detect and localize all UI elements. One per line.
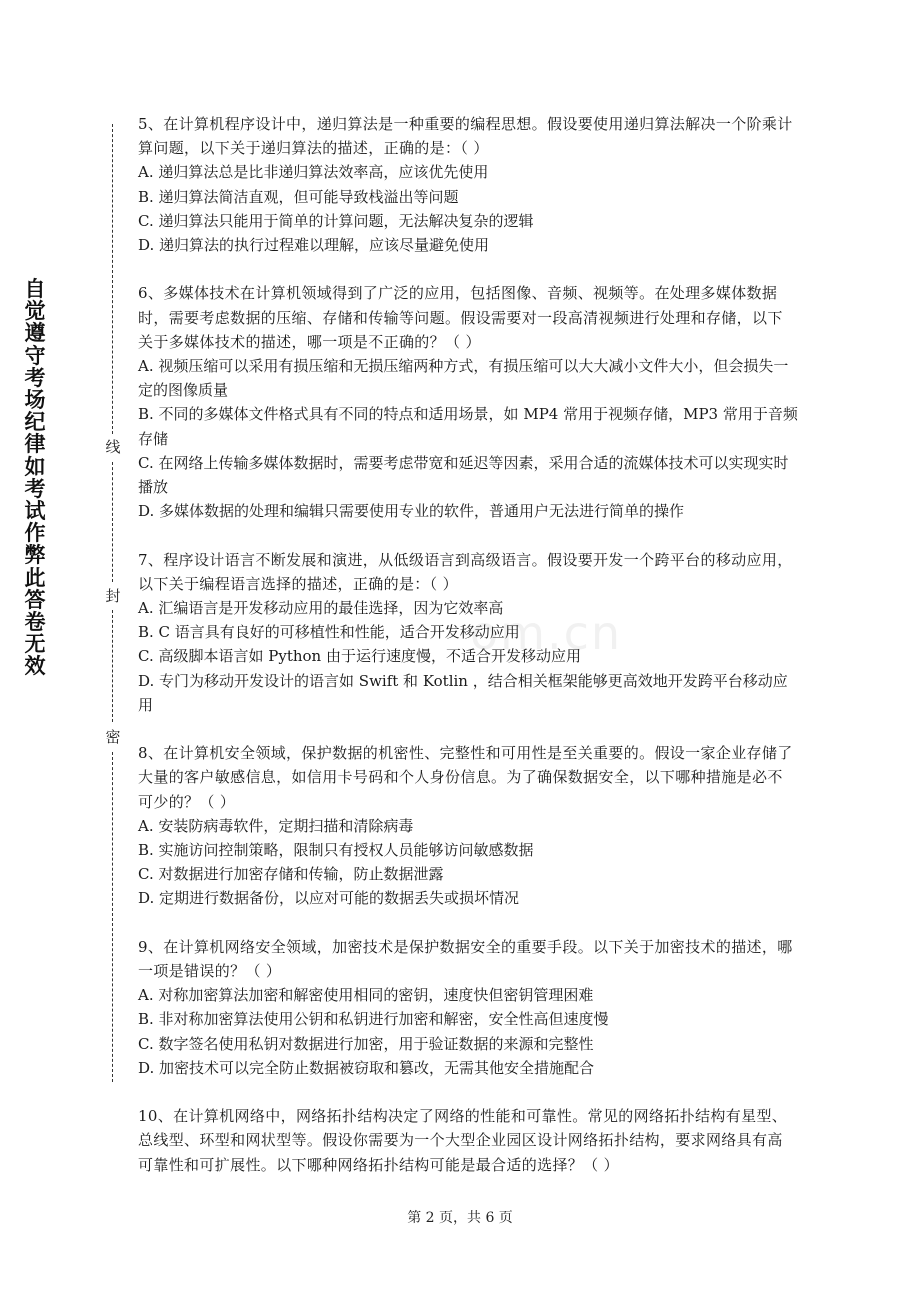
binding-label-xian: 线 <box>105 438 121 456</box>
question-5 <box>138 112 798 257</box>
question-6 <box>138 281 798 523</box>
option-d: D. 加密技术可以完全防止数据被窃取和篡改，无需其他安全措施配合 <box>138 1058 595 1077</box>
option-d: D. 定期进行数据备份，以应对可能的数据丢失或损坏情况 <box>138 889 520 908</box>
question-9 <box>138 935 798 1080</box>
question-stem: 5、在计算机程序设计中，递归算法是一种重要的编程思想。假设要使用递归算法解决一个阶乘计算问题，以下关于递归算法的描述，正确的是：（ ） <box>138 115 793 158</box>
question-8 <box>138 741 798 910</box>
binding-line-segment <box>112 124 113 434</box>
question-list <box>138 112 798 1201</box>
question-stem: 6、多媒体技术在计算机领域得到了广泛的应用，包括图像、音频、视频等。在处理多媒体数据时，需要考虑数据的压缩、存储和传输等问题。假设需要对一段高清视频进行处理和存储，以下关于多媒体技术的描述，哪一项是不正确的？（ ） <box>138 284 783 351</box>
watermark: om.cn <box>470 606 623 660</box>
option-b: B. 不同的多媒体文件格式具有不同的特点和适用场景，如 MP4 常用于视频存储，MP3 常用于音频存储 <box>138 405 798 448</box>
binding-line-segment <box>112 462 113 582</box>
question-stem: 9、在计算机网络安全领域，加密技术是保护数据安全的重要手段。以下关于加密技术的描述，哪一项是错误的？（ ） <box>138 937 793 981</box>
question-stem: 8、在计算机安全领域，保护数据的机密性、完整性和可用性是至关重要的。假设一家企业存储了大量的客户敏感信息，如信用卡号码和个人身份信息。为了确保数据安全，以下哪种措施是必不可少的？（ ） <box>138 744 793 811</box>
option-b: B. 实施访问控制策略，限制只有授权人员能够访问敏感数据 <box>138 841 534 860</box>
option-b: B. 递归算法简洁直观，但可能导致栈溢出等问题 <box>138 187 459 206</box>
option-a: A. 汇编语言是开发移动应用的最佳选择，因为它效率高 <box>138 599 504 618</box>
option-c: C. 在网络上传输多媒体数据时，需要考虑带宽和延迟等因素，采用合适的流媒体技术可以实现实时播放 <box>138 453 789 497</box>
binding-line-segment <box>112 752 113 1082</box>
option-a: A. 递归算法总是比非递归算法效率高，应该优先使用 <box>138 163 489 182</box>
binding-line-segment <box>112 610 113 722</box>
option-d: D. 专门为移动开发设计的语言如 Swift 和 Kotlin ，结合相关框架能够更高效地开发跨平台移动应用 <box>138 671 788 714</box>
option-a: A. 视频压缩可以采用有损压缩和无损压缩两种方式，有损压缩可以大大减小文件大小，但会损失一定的图像质量 <box>138 357 789 400</box>
option-d: D. 递归算法的执行过程难以理解，应该尽量避免使用 <box>138 236 490 255</box>
question-stem: 7、程序设计语言不断发展和演进，从低级语言到高级语言。假设要开发一个跨平台的移动应用，以下关于编程语言选择的描述，正确的是：（ ） <box>138 550 793 593</box>
option-c: C. 高级脚本语言如 Python 由于运行速度慢，不适合开发移动应用 <box>138 647 581 666</box>
option-c: C. 对数据进行加密存储和传输，防止数据泄露 <box>138 865 444 884</box>
option-a: A. 安装防病毒软件，定期扫描和清除病毒 <box>138 816 414 835</box>
option-b: B. 非对称加密算法使用公钥和私钥进行加密和解密，安全性高但速度慢 <box>138 1010 609 1029</box>
question-7 <box>138 548 798 717</box>
option-c: C. 数字签名使用私钥对数据进行加密，用于验证数据的来源和完整性 <box>138 1034 594 1053</box>
question-10 <box>138 1104 798 1177</box>
question-stem: 10、在计算机网络中，网络拓扑结构决定了网络的性能和可靠性。常见的网络拓扑结构有星型、总线型、环型和网状型等。假设你需要为一个大型企业园区设计网络拓扑结构，要求网络具有高可靠性和可扩展性。以下哪种网络拓扑结构可能是最合适的选择？（ ） <box>138 1107 788 1174</box>
exam-discipline-notice: 自觉遵守考场纪律如考试作弊此答卷无效 <box>24 277 46 679</box>
binding-label-mi: 密 <box>105 728 121 746</box>
binding-label-feng: 封 <box>105 587 121 605</box>
option-d: D. 多媒体数据的处理和编辑只需要使用专业的软件，普通用户无法进行简单的操作 <box>138 502 685 521</box>
option-c: C. 递归算法只能用于简单的计算问题，无法解决复杂的逻辑 <box>138 211 534 230</box>
option-a: A. 对称加密算法加密和解密使用相同的密钥，速度快但密钥管理困难 <box>138 986 594 1005</box>
page-footer: 第 2 页，共 6 页 <box>407 1210 513 1226</box>
option-b: B. C 语言具有良好的可移植性和性能，适合开发移动应用 <box>138 623 520 642</box>
